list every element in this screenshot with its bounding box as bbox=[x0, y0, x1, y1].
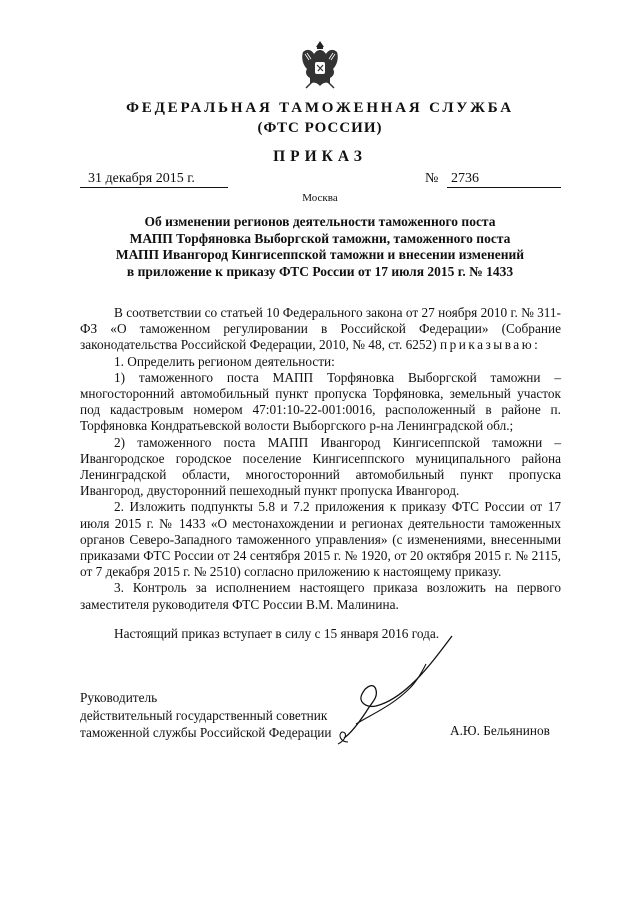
agency-abbreviation: (ФТС РОССИИ) bbox=[257, 120, 383, 136]
signatory-title-line: Руководитель bbox=[80, 690, 158, 705]
preamble-text: В соответствии со статьей 10 Федерального закона от 27 ноября 2010 г. № 311-ФЗ «О таможенном регулировании в Российской Федерации» (Собрание законодательства Российской Федерации, 2010, № 48, ст. 6252) bbox=[80, 305, 561, 353]
item-1-1: 1) таможенного поста МАПП Торфяновка Выборгской таможни – многосторонний автомобильный пункт пропуска Торфяновка, земельный участок под кадастровым номером 47:01:10-22-001:0016, расположенный в районе п. Торфяновка Кондратьевской волости Выборгского р-на Ленинградской обл.; bbox=[80, 369, 561, 434]
handwritten-signature bbox=[336, 628, 466, 748]
item-1-2: 2) таможенного поста МАПП Ивангород Кингисеппской таможни – Ивангородское городское поселение Кингисеппского муниципального района Ленинградской области, многосторонний автомобильный пункт пропуска Ивангород, двусторонний пешеходный пункт пропуска Ивангород. bbox=[80, 434, 561, 499]
item-1: 1. Определить регионом деятельности: bbox=[114, 353, 335, 369]
document-subject bbox=[95, 214, 545, 280]
coat-of-arms-emblem bbox=[297, 38, 343, 92]
signatory-title-line: действительный государственный советник bbox=[80, 707, 328, 723]
effective-date-statement: Настоящий приказ вступает в силу с 15 января 2016 года. bbox=[114, 626, 440, 641]
subject-line: Об изменении регионов деятельности таможенного поста bbox=[144, 214, 496, 229]
preamble-paragraph bbox=[80, 305, 561, 354]
document-date: 31 декабря 2015 г. bbox=[80, 171, 228, 188]
document-number: 2736 bbox=[447, 171, 561, 188]
subject-line: МАПП Ивангород Кингисеппской таможни и внесении изменений bbox=[115, 247, 525, 262]
agency-name: ФЕДЕРАЛЬНАЯ ТАМОЖЕННАЯ СЛУЖБА bbox=[126, 100, 514, 116]
number-sign: № bbox=[425, 171, 439, 186]
signatory-title bbox=[80, 689, 332, 742]
item-2: 2. Изложить подпункты 5.8 и 7.2 приложения к приказу ФТС России от 17 июля 2015 г. № 1433 «О местонахождении и регионах деятельности таможенных органов Северо-Западного таможенного управления» (с изменениями, внесенными приказами ФТС России от 24 сентября 2015 г. № 1920, от 20 октября 2015 г. № 2115, от 7 декабря 2015 г. № 2510) согласно приложению к настоящему приказу. bbox=[80, 499, 561, 580]
document-body bbox=[80, 305, 561, 613]
item-3: 3. Контроль за исполнением настоящего приказа возложить на первого заместителя руководителя ФТС России В.М. Малинина. bbox=[80, 580, 561, 612]
document-type: ПРИКАЗ bbox=[273, 148, 367, 165]
signatory-title-line: таможенной службы Российской Федерации bbox=[80, 725, 332, 740]
signatory-name: А.Ю. Бельянинов bbox=[450, 723, 550, 738]
document-city: Москва bbox=[302, 192, 338, 204]
order-word: приказываю: bbox=[439, 337, 541, 353]
subject-line: МАПП Торфяновка Выборгской таможни, таможенного поста bbox=[129, 230, 511, 246]
subject-line: в приложение к приказу ФТС России от 17 июля 2015 г. № 1433 bbox=[126, 263, 514, 279]
